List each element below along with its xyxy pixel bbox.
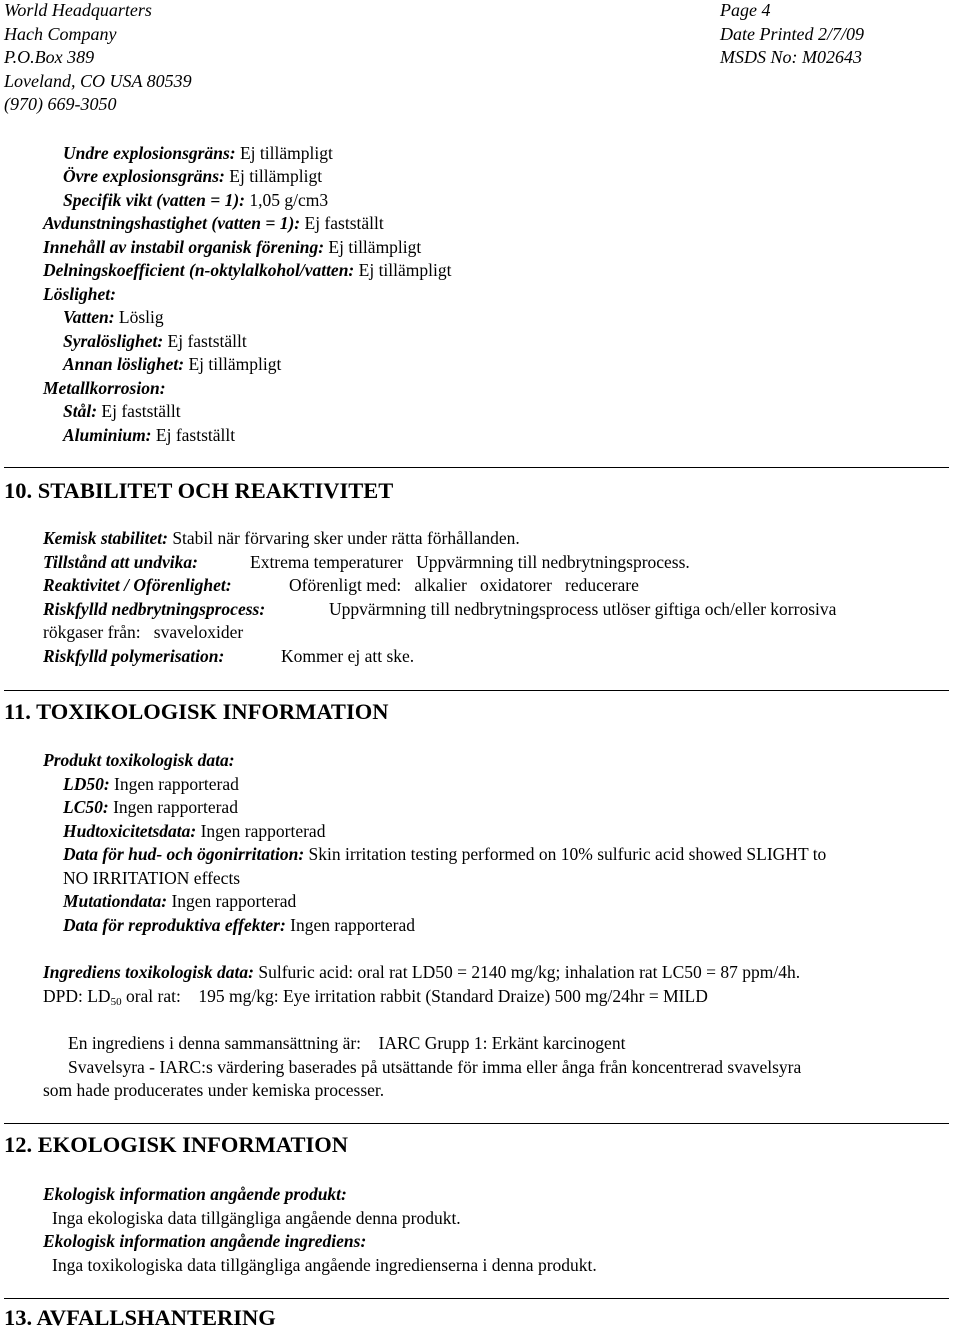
- section-title-10: 10. STABILITET OCH REAKTIVITET: [4, 478, 394, 503]
- property-label: Innehåll av instabil organisk förening:: [43, 237, 325, 257]
- polymerisation-value: Kommer ej att ske.: [281, 646, 415, 666]
- company-line: (970) 669-3050: [4, 94, 117, 114]
- stability-value: Stabil när förvaring sker under rätta förhållanden.: [167, 528, 520, 548]
- tox-row: [63, 796, 238, 818]
- property-label: Syralöslighet:: [63, 331, 164, 351]
- tox-label: Data för reproduktiva effekter:: [63, 915, 286, 935]
- document-info: [720, 0, 864, 70]
- company-address: [4, 0, 192, 117]
- property-row: [63, 306, 164, 328]
- tox-row: [63, 773, 239, 795]
- iarc-line: Svavelsyra - IARC:s värdering baserades på utsättande för imma eller ånga från koncentrerad svavelsyra: [68, 1057, 802, 1077]
- date-printed: Date Printed 2/7/09: [720, 23, 864, 44]
- property-label: Övre explosionsgräns:: [63, 166, 225, 186]
- decomposition-row: [43, 598, 265, 620]
- product-tox-heading: [43, 749, 235, 771]
- property-value: Ej tillämpligt: [235, 143, 333, 163]
- reactivity-label: Reaktivitet / Oförenlighet:: [43, 575, 232, 595]
- conditions-row: [43, 551, 198, 573]
- property-label: Undre explosionsgräns:: [63, 143, 236, 163]
- property-label: Löslighet:: [43, 284, 116, 304]
- page-number: Page 4: [720, 0, 771, 20]
- property-value: Ej fastställt: [163, 331, 247, 351]
- tox-label: LD50:: [63, 774, 110, 794]
- section-divider: [4, 1123, 949, 1124]
- property-label: Specifik vikt (vatten = 1):: [63, 190, 246, 210]
- section-title-13: 13. AVFALLSHANTERING: [4, 1305, 276, 1330]
- tox-label: Mutationdata:: [63, 891, 168, 911]
- product-tox-label: Produkt toxikologisk data:: [43, 750, 235, 770]
- tox-row: [63, 914, 415, 936]
- iarc-line: som hade producerates under kemiska processer.: [43, 1080, 385, 1100]
- property-value: Ej fastställt: [300, 213, 384, 233]
- property-row: [63, 189, 328, 211]
- property-row: [43, 377, 166, 399]
- tox-value: Ingen rapporterad: [108, 797, 238, 817]
- tox-label: LC50:: [63, 797, 109, 817]
- tox-value: NO IRRITATION effects: [63, 868, 241, 888]
- company-line: Loveland, CO USA 80539: [4, 70, 192, 91]
- tox-row: [63, 843, 826, 865]
- company-line: Hach Company: [4, 23, 117, 44]
- eco-ingredient-value: Inga toxikologiska data tillgängliga angående ingredienserna i denna produkt.: [52, 1255, 597, 1275]
- tox-row: [63, 820, 325, 842]
- property-label: Stål:: [63, 401, 98, 421]
- tox-value: Ingen rapporterad: [109, 774, 239, 794]
- property-value: 1,05 g/cm3: [245, 190, 329, 210]
- eco-product-heading: [43, 1183, 347, 1205]
- property-label: Metallkorrosion:: [43, 378, 166, 398]
- tox-value: Ingen rapporterad: [285, 915, 416, 935]
- section-divider: [4, 467, 949, 468]
- property-value: Ej tillämpligt: [224, 166, 323, 186]
- property-value: Ej tillämpligt: [354, 260, 452, 280]
- eco-product-label: Ekologisk information angående produkt:: [43, 1184, 347, 1204]
- eco-product-value: Inga ekologiska data tillgängliga angående denna produkt.: [52, 1208, 461, 1228]
- property-row: [63, 330, 247, 352]
- property-label: Delningskoefficient (n-oktylalkohol/vatten:: [43, 260, 355, 280]
- ingredient-tox-value: Sulfuric acid: oral rat LD50 = 2140 mg/kg; inhalation rat LC50 = 87 ppm/4h.: [254, 962, 801, 982]
- property-value: Löslig: [114, 307, 164, 327]
- eco-ingredient-heading: [43, 1230, 366, 1252]
- property-label: Aluminium:: [63, 425, 152, 445]
- section-title-12: 12. EKOLOGISK INFORMATION: [4, 1132, 348, 1157]
- property-label: Vatten:: [63, 307, 115, 327]
- ingredient-tox-row: [43, 961, 800, 983]
- section-divider: [4, 1298, 949, 1299]
- iarc-line: En ingrediens i denna sammansättning är: IARC Grupp 1: Erkänt karcinogent: [68, 1033, 626, 1053]
- property-row: [43, 259, 451, 281]
- property-row: [43, 212, 384, 234]
- polymerisation-row: [43, 645, 224, 667]
- section-divider: [4, 690, 949, 691]
- conditions-value: Extrema temperaturer Uppvärmning till nedbrytningsprocess.: [250, 552, 690, 572]
- property-value: Ej tillämpligt: [184, 354, 282, 374]
- company-line: World Headquarters: [4, 0, 152, 20]
- property-value: Ej tillämpligt: [324, 237, 422, 257]
- stability-row: [43, 527, 520, 549]
- tox-value: Ingen rapporterad: [196, 821, 326, 841]
- company-line: P.O.Box 389: [4, 47, 95, 67]
- eco-ingredient-label: Ekologisk information angående ingrediens:: [43, 1231, 367, 1251]
- section-title-11: 11. TOXIKOLOGISK INFORMATION: [4, 699, 389, 724]
- property-value: Ej fastställt: [151, 425, 236, 445]
- property-row: [63, 142, 333, 164]
- property-label: Annan löslighet:: [63, 354, 185, 374]
- decomposition-continued: rökgaser från: svaveloxider: [43, 622, 244, 642]
- property-label: Avdunstningshastighet (vatten = 1):: [43, 213, 301, 233]
- decomposition-value: Uppvärmning till nedbrytningsprocess utlöser giftiga och/eller korrosiva: [329, 599, 837, 619]
- dpd-value: oral rat: 195 mg/kg: Eye irritation rabbit (Standard Draize) 500 mg/24hr = MILD: [121, 986, 708, 1006]
- property-row: [63, 424, 235, 446]
- property-row: [63, 400, 181, 422]
- property-row: [63, 165, 322, 187]
- ingredient-tox-label: Ingrediens toxikologisk data:: [43, 962, 254, 982]
- tox-value: Skin irritation testing performed on 10% sulfuric acid showed SLIGHT to: [304, 844, 827, 864]
- tox-row: [63, 890, 296, 912]
- dpd-row: [43, 985, 708, 1007]
- tox-row-continued: [63, 867, 240, 889]
- conditions-label: Tillstånd att undvika:: [43, 552, 198, 572]
- polymerisation-label: Riskfylld polymerisation:: [43, 646, 225, 666]
- reactivity-row: [43, 574, 232, 596]
- tox-label: Data för hud- och ögonirritation:: [63, 844, 305, 864]
- msds-number: MSDS No: M02643: [720, 47, 862, 67]
- tox-value: Ingen rapporterad: [167, 891, 297, 911]
- decomposition-label: Riskfylld nedbrytningsprocess:: [43, 599, 266, 619]
- property-row: [43, 236, 421, 258]
- dpd-subscript: 50: [110, 996, 122, 1008]
- reactivity-value: Oförenligt med: alkalier oxidatorer reducerare: [289, 575, 639, 595]
- stability-label: Kemisk stabilitet:: [43, 528, 168, 548]
- property-value: Ej fastställt: [97, 401, 181, 421]
- dpd-prefix: DPD: LD: [43, 986, 111, 1006]
- property-row: [63, 353, 281, 375]
- tox-label: Hudtoxicitetsdata:: [63, 821, 197, 841]
- property-row: [43, 283, 116, 305]
